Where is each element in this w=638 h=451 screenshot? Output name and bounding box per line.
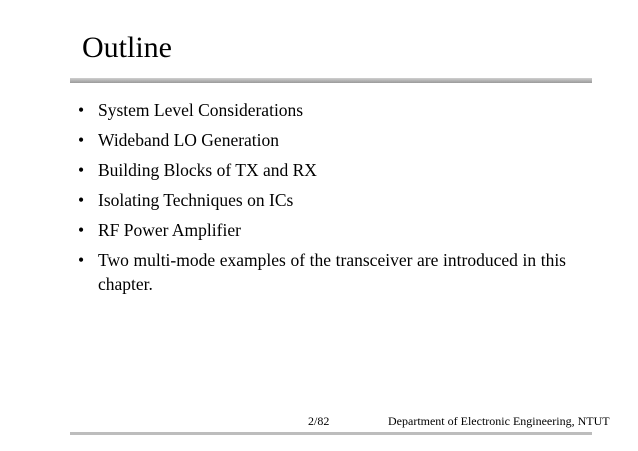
bullet-dot-icon: •: [78, 160, 85, 180]
title-divider: [70, 78, 592, 83]
bullet-item: [76, 158, 566, 182]
bullet-text: Building Blocks of TX and RX: [98, 160, 317, 180]
bullet-text: Two multi-mode examples of the transceiver are introduced in this chapter.: [98, 250, 566, 294]
footer-divider: [70, 432, 592, 435]
bullet-list: [76, 98, 566, 302]
bullet-item: [76, 128, 566, 152]
bullet-dot-icon: •: [78, 250, 85, 270]
bullet-text: Isolating Techniques on ICs: [98, 190, 294, 210]
bullet-item: [76, 98, 566, 122]
bullet-text: Wideband LO Generation: [98, 130, 280, 150]
bullet-item: [76, 248, 566, 296]
bullet-dot-icon: •: [78, 100, 85, 120]
bullet-item: [76, 188, 566, 212]
bullet-dot-icon: •: [78, 190, 85, 210]
bullet-dot-icon: •: [78, 130, 85, 150]
bullet-item: [76, 218, 566, 242]
page-number: 2/82: [308, 414, 330, 428]
bullet-text: RF Power Amplifier: [98, 220, 241, 240]
slide-title: Outline: [82, 31, 172, 64]
bullet-text: System Level Considerations: [98, 100, 304, 120]
bullet-dot-icon: •: [78, 220, 85, 240]
department-label: Department of Electronic Engineering, NTUT: [388, 414, 610, 428]
